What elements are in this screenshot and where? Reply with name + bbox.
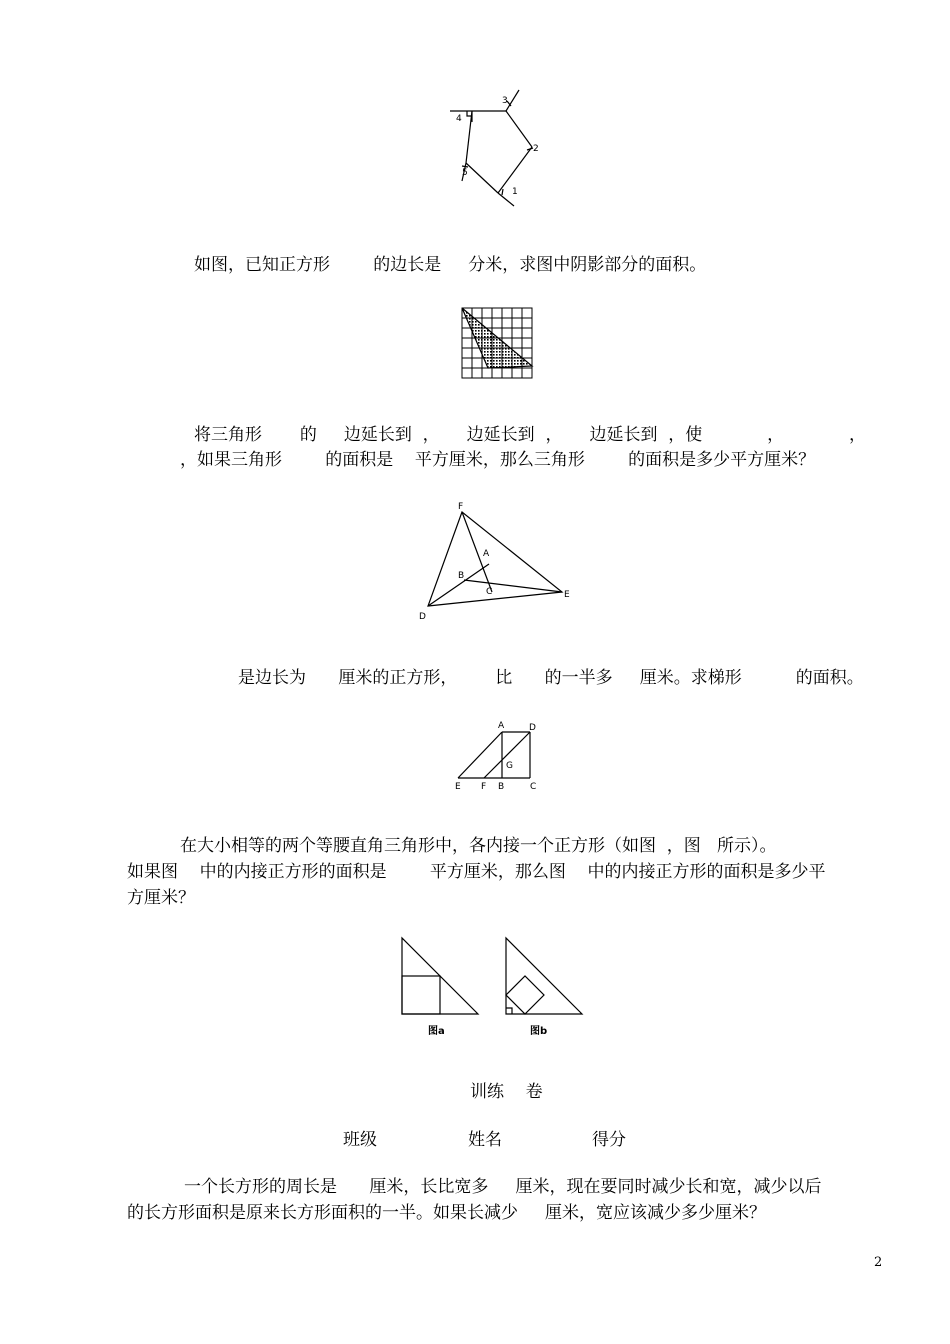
vertex-label-a: A bbox=[498, 721, 505, 731]
problem-square-line-1: 如图，已知正方形 的边长是 分米，求图中阴影部分的面积。 bbox=[194, 255, 707, 275]
field-class-label: 班级 bbox=[343, 1130, 377, 1150]
page-number: 2 bbox=[874, 1255, 883, 1270]
triangle-def-figure bbox=[412, 498, 578, 624]
pentagon-label-5: 5 bbox=[462, 168, 468, 178]
section-title: 训练 卷 bbox=[470, 1082, 543, 1102]
problem-inscribed-line-1: 在大小相等的两个等腰直角三角形中，各内接一个正方形（如图 ，图 所示）。 bbox=[180, 836, 777, 856]
vertex-label-c: C bbox=[486, 587, 493, 597]
field-name-label: 姓名 bbox=[468, 1130, 502, 1150]
pentagon-label-3: 3 bbox=[502, 96, 508, 106]
vertex-label-e: E bbox=[455, 782, 461, 792]
vertex-label-b: B bbox=[498, 782, 505, 792]
pentagon-label-1: 1 bbox=[512, 187, 518, 197]
problem-inscribed-line-2: 如果图 中的内接正方形的面积是 平方厘米，那么图 中的内接正方形的面积是多少平 bbox=[127, 862, 826, 882]
problem-trapezoid-line-1: 是边长为 厘米的正方形， 比 的一半多 厘米。求梯形 的面积。 bbox=[238, 668, 864, 688]
problem-rectangle-line-2: 的长方形面积是原来长方形面积的一半。如果长减少 厘米，宽应该减少多少厘米？ bbox=[127, 1203, 767, 1223]
vertex-label-d: D bbox=[529, 723, 536, 733]
problem-triangle-line-1: 将三角形 的 边延长到 ， 边延长到 ， 边延长到 ，使 ， ， bbox=[194, 425, 866, 445]
vertex-label-d: D bbox=[419, 612, 426, 622]
vertex-label-e: E bbox=[564, 590, 570, 600]
trapezoid-figure bbox=[448, 718, 548, 794]
problem-rectangle-line-1: 一个长方形的周长是 厘米，长比宽多 厘米，现在要同时减少长和宽，减少以后 bbox=[184, 1177, 822, 1197]
caption-figure-b: 图b bbox=[530, 1026, 548, 1037]
vertex-label-f: F bbox=[481, 782, 487, 792]
caption-figure-a: 图a bbox=[428, 1026, 445, 1037]
pentagon-label-4: 4 bbox=[456, 114, 462, 124]
pentagon-label-2: 2 bbox=[533, 144, 539, 154]
grid-square-figure bbox=[460, 306, 536, 380]
vertex-label-a: A bbox=[483, 549, 490, 559]
problem-triangle-line-2: ，如果三角形 的面积是 平方厘米，那么三角形 的面积是多少平方厘米？ bbox=[180, 450, 816, 470]
pentagon-figure bbox=[440, 88, 539, 210]
problem-inscribed-line-3: 方厘米？ bbox=[127, 888, 195, 908]
field-score-label: 得分 bbox=[592, 1130, 626, 1150]
vertex-label-b: B bbox=[458, 571, 465, 581]
inscribed-squares-figure bbox=[396, 934, 586, 1046]
vertex-label-c: C bbox=[530, 782, 537, 792]
vertex-label-f: F bbox=[458, 502, 464, 512]
vertex-label-g: G bbox=[506, 761, 513, 771]
